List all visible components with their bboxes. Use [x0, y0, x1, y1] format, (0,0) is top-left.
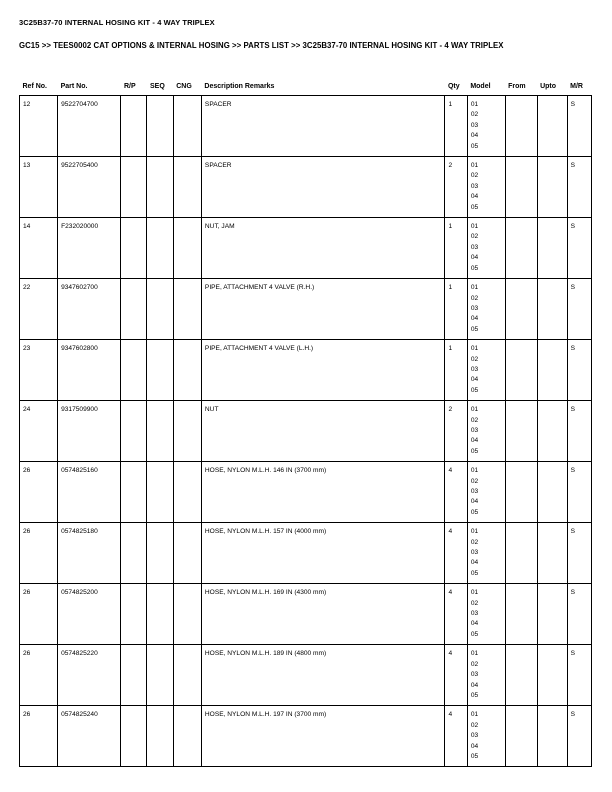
cell-rp — [121, 340, 147, 401]
model-code: 03 — [470, 426, 479, 434]
cell-mr: S — [567, 96, 591, 157]
table-row — [20, 523, 592, 584]
cell-qty: 1 — [445, 279, 467, 340]
cell-rp — [121, 279, 147, 340]
column-header-model: Model — [467, 83, 505, 96]
model-code-list — [471, 527, 502, 579]
model-code: 01 — [470, 223, 479, 231]
model-code: 02 — [470, 660, 479, 668]
cell-rp — [121, 523, 147, 584]
model-code: 04 — [470, 193, 479, 201]
model-code: 05 — [470, 691, 479, 699]
model-code: 04 — [470, 132, 479, 140]
cell-qty: 1 — [445, 218, 467, 279]
cell-part-no: 9522705400 — [58, 157, 121, 218]
cell-mr: S — [567, 706, 591, 767]
cell-seq — [147, 96, 173, 157]
cell-mr: S — [567, 218, 591, 279]
cell-from — [505, 157, 537, 218]
cell-model — [467, 218, 505, 279]
model-code: 01 — [470, 528, 479, 536]
cell-ref-no: 26 — [20, 462, 58, 523]
column-header-upto: Upto — [537, 83, 567, 96]
model-code: 01 — [470, 650, 479, 658]
cell-cng — [173, 523, 201, 584]
model-code-list — [471, 222, 502, 274]
cell-description — [201, 706, 445, 767]
cell-cng — [173, 645, 201, 706]
model-code: 05 — [470, 569, 479, 577]
cell-qty: 4 — [445, 462, 467, 523]
cell-ref-no: 14 — [20, 218, 58, 279]
description-text: SPACER — [204, 101, 232, 108]
cell-part-no: 0574825200 — [58, 584, 121, 645]
model-code: 04 — [470, 315, 479, 323]
cell-seq — [147, 157, 173, 218]
cell-ref-no: 12 — [20, 96, 58, 157]
cell-from — [505, 96, 537, 157]
model-code-list — [471, 344, 502, 396]
model-code: 02 — [470, 111, 479, 119]
cell-mr: S — [567, 523, 591, 584]
cell-seq — [147, 218, 173, 279]
cell-from — [505, 645, 537, 706]
description-text: SPACER — [204, 162, 232, 170]
cell-rp — [121, 401, 147, 462]
cell-part-no: 9317509900 — [58, 401, 121, 462]
cell-rp — [121, 218, 147, 279]
cell-description — [201, 462, 445, 523]
cell-from — [505, 279, 537, 340]
table-row — [20, 157, 592, 218]
cell-ref-no: 26 — [20, 706, 58, 767]
table-header-row — [20, 83, 592, 96]
model-code: 05 — [470, 386, 479, 394]
table-row — [20, 645, 592, 706]
cell-seq — [147, 706, 173, 767]
cell-cng — [173, 584, 201, 645]
parts-list-table — [19, 83, 592, 767]
cell-description — [201, 96, 445, 157]
model-code: 03 — [470, 671, 479, 679]
cell-qty: 2 — [445, 401, 467, 462]
model-code: 04 — [470, 559, 479, 567]
cell-model — [467, 96, 505, 157]
column-header-cng: CNG — [173, 83, 201, 96]
cell-rp — [121, 462, 147, 523]
model-code: 01 — [470, 101, 479, 108]
description-text: HOSE, NYLON M.L.H. 169 IN (4300 mm) — [204, 589, 327, 597]
cell-upto — [537, 706, 567, 767]
cell-part-no: 0574825160 — [58, 462, 121, 523]
cell-from — [505, 462, 537, 523]
model-code: 02 — [470, 538, 479, 546]
cell-rp — [121, 645, 147, 706]
cell-from — [505, 584, 537, 645]
cell-part-no: F232020000 — [58, 218, 121, 279]
column-header-description: Description Remarks — [201, 83, 445, 96]
breadcrumb: GC15 >> TEES0002 CAT OPTIONS & INTERNAL HOSING >> PARTS LIST >> 3C25B37-70 INTERNAL HOSING KIT - 4 WAY TRIPLEX — [19, 41, 504, 50]
model-code: 03 — [470, 549, 479, 557]
cell-model — [467, 401, 505, 462]
cell-mr: S — [567, 462, 591, 523]
cell-qty: 2 — [445, 157, 467, 218]
cell-ref-no: 24 — [20, 401, 58, 462]
cell-upto — [537, 96, 567, 157]
cell-part-no: 9347602800 — [58, 340, 121, 401]
column-header-rp: R/P — [121, 83, 147, 96]
cell-from — [505, 523, 537, 584]
column-header-qty: Qty — [445, 83, 467, 96]
model-code: 05 — [470, 142, 479, 150]
cell-description — [201, 218, 445, 279]
model-code-list — [471, 588, 502, 640]
cell-cng — [173, 401, 201, 462]
cell-mr: S — [567, 401, 591, 462]
model-code-list — [471, 649, 502, 701]
cell-ref-no: 23 — [20, 340, 58, 401]
cell-ref-no: 26 — [20, 523, 58, 584]
cell-model — [467, 706, 505, 767]
cell-ref-no: 22 — [20, 279, 58, 340]
cell-upto — [537, 218, 567, 279]
cell-upto — [537, 401, 567, 462]
cell-upto — [537, 584, 567, 645]
model-code-list — [471, 710, 502, 762]
model-code: 05 — [470, 325, 479, 333]
model-code: 01 — [470, 284, 479, 292]
model-code: 04 — [470, 498, 479, 506]
table-row — [20, 401, 592, 462]
cell-ref-no: 26 — [20, 584, 58, 645]
cell-rp — [121, 96, 147, 157]
model-code: 04 — [470, 254, 479, 262]
table-row — [20, 96, 592, 157]
cell-part-no: 9522704700 — [58, 96, 121, 157]
model-code-list — [471, 100, 502, 152]
model-code: 05 — [470, 630, 479, 638]
model-code: 04 — [470, 620, 479, 628]
cell-from — [505, 401, 537, 462]
description-text: HOSE, NYLON M.L.H. 157 IN (4000 mm) — [204, 528, 327, 536]
cell-seq — [147, 279, 173, 340]
cell-upto — [537, 279, 567, 340]
model-code: 05 — [470, 264, 479, 272]
table-row — [20, 462, 592, 523]
cell-model — [467, 340, 505, 401]
table-row — [20, 706, 592, 767]
model-code-list — [471, 405, 502, 457]
model-code: 02 — [470, 416, 479, 424]
column-header-seq: SEQ — [147, 83, 173, 96]
cell-upto — [537, 645, 567, 706]
column-header-part-no: Part No. — [58, 83, 121, 96]
cell-seq — [147, 462, 173, 523]
model-code: 02 — [470, 721, 479, 729]
cell-seq — [147, 523, 173, 584]
cell-description — [201, 401, 445, 462]
cell-qty: 4 — [445, 523, 467, 584]
cell-description — [201, 645, 445, 706]
cell-description — [201, 584, 445, 645]
cell-from — [505, 218, 537, 279]
model-code: 02 — [470, 355, 479, 363]
model-code: 04 — [470, 437, 479, 445]
cell-model — [467, 462, 505, 523]
description-text: HOSE, NYLON M.L.H. 146 IN (3700 mm) — [204, 467, 327, 475]
cell-part-no: 0574825220 — [58, 645, 121, 706]
cell-mr: S — [567, 645, 591, 706]
cell-qty: 1 — [445, 340, 467, 401]
cell-cng — [173, 96, 201, 157]
cell-seq — [147, 584, 173, 645]
description-text: NUT, JAM — [204, 223, 235, 231]
model-code: 03 — [470, 365, 479, 373]
table-body — [20, 96, 592, 767]
model-code: 01 — [470, 711, 479, 719]
cell-ref-no: 13 — [20, 157, 58, 218]
cell-part-no: 9347602700 — [58, 279, 121, 340]
column-header-ref-no: Ref No. — [20, 83, 58, 96]
cell-description — [201, 279, 445, 340]
model-code-list — [471, 466, 502, 518]
cell-qty: 1 — [445, 96, 467, 157]
cell-qty: 4 — [445, 584, 467, 645]
model-code: 05 — [470, 752, 479, 760]
description-text: PIPE, ATTACHMENT 4 VALVE (L.H.) — [204, 345, 314, 353]
column-header-from: From — [505, 83, 537, 96]
model-code: 02 — [470, 172, 479, 180]
cell-upto — [537, 462, 567, 523]
column-header-mr: M/R — [567, 83, 591, 96]
cell-model — [467, 157, 505, 218]
cell-part-no: 0574825180 — [58, 523, 121, 584]
model-code: 03 — [470, 610, 479, 618]
cell-cng — [173, 462, 201, 523]
cell-seq — [147, 401, 173, 462]
model-code-list — [471, 283, 502, 335]
cell-cng — [173, 279, 201, 340]
cell-description — [201, 157, 445, 218]
cell-cng — [173, 340, 201, 401]
model-code: 03 — [470, 732, 479, 740]
model-code: 01 — [470, 406, 479, 414]
cell-upto — [537, 523, 567, 584]
cell-model — [467, 584, 505, 645]
description-text: HOSE, NYLON M.L.H. 189 IN (4800 mm) — [204, 650, 327, 658]
description-text: PIPE, ATTACHMENT 4 VALVE (R.H.) — [204, 284, 315, 292]
cell-qty: 4 — [445, 706, 467, 767]
cell-from — [505, 706, 537, 767]
model-code: 02 — [470, 477, 479, 485]
cell-upto — [537, 157, 567, 218]
cell-rp — [121, 706, 147, 767]
model-code: 04 — [470, 376, 479, 384]
model-code: 03 — [470, 121, 479, 129]
model-code: 03 — [470, 304, 479, 312]
model-code: 01 — [470, 467, 479, 475]
table-row — [20, 340, 592, 401]
cell-seq — [147, 645, 173, 706]
cell-upto — [537, 340, 567, 401]
cell-qty: 4 — [445, 645, 467, 706]
model-code-list — [471, 161, 502, 213]
model-code: 03 — [470, 182, 479, 190]
cell-cng — [173, 157, 201, 218]
table-row — [20, 279, 592, 340]
table-header — [20, 83, 592, 96]
cell-mr: S — [567, 157, 591, 218]
cell-seq — [147, 340, 173, 401]
table-row — [20, 584, 592, 645]
cell-ref-no: 26 — [20, 645, 58, 706]
cell-model — [467, 523, 505, 584]
cell-model — [467, 645, 505, 706]
description-text: HOSE, NYLON M.L.H. 197 IN (3700 mm) — [204, 711, 327, 719]
cell-description — [201, 340, 445, 401]
cell-model — [467, 279, 505, 340]
model-code: 01 — [470, 345, 479, 353]
page-title: 3C25B37-70 INTERNAL HOSING KIT - 4 WAY TRIPLEX — [19, 18, 215, 27]
model-code: 03 — [470, 488, 479, 495]
model-code: 02 — [470, 294, 479, 302]
model-code: 01 — [470, 589, 479, 597]
cell-part-no: 0574825240 — [58, 706, 121, 767]
model-code: 05 — [470, 447, 479, 455]
model-code: 05 — [470, 508, 479, 516]
cell-mr: S — [567, 584, 591, 645]
cell-description — [201, 523, 445, 584]
model-code: 05 — [470, 203, 479, 211]
table-row — [20, 218, 592, 279]
cell-mr: S — [567, 340, 591, 401]
cell-mr: S — [567, 279, 591, 340]
model-code: 01 — [470, 162, 479, 170]
description-text: NUT — [204, 406, 219, 414]
model-code: 02 — [470, 599, 479, 607]
cell-rp — [121, 584, 147, 645]
cell-rp — [121, 157, 147, 218]
model-code: 03 — [470, 243, 479, 251]
model-code: 04 — [470, 742, 479, 750]
cell-cng — [173, 218, 201, 279]
cell-cng — [173, 706, 201, 767]
model-code: 02 — [470, 233, 479, 241]
cell-from — [505, 340, 537, 401]
model-code: 04 — [470, 681, 479, 689]
